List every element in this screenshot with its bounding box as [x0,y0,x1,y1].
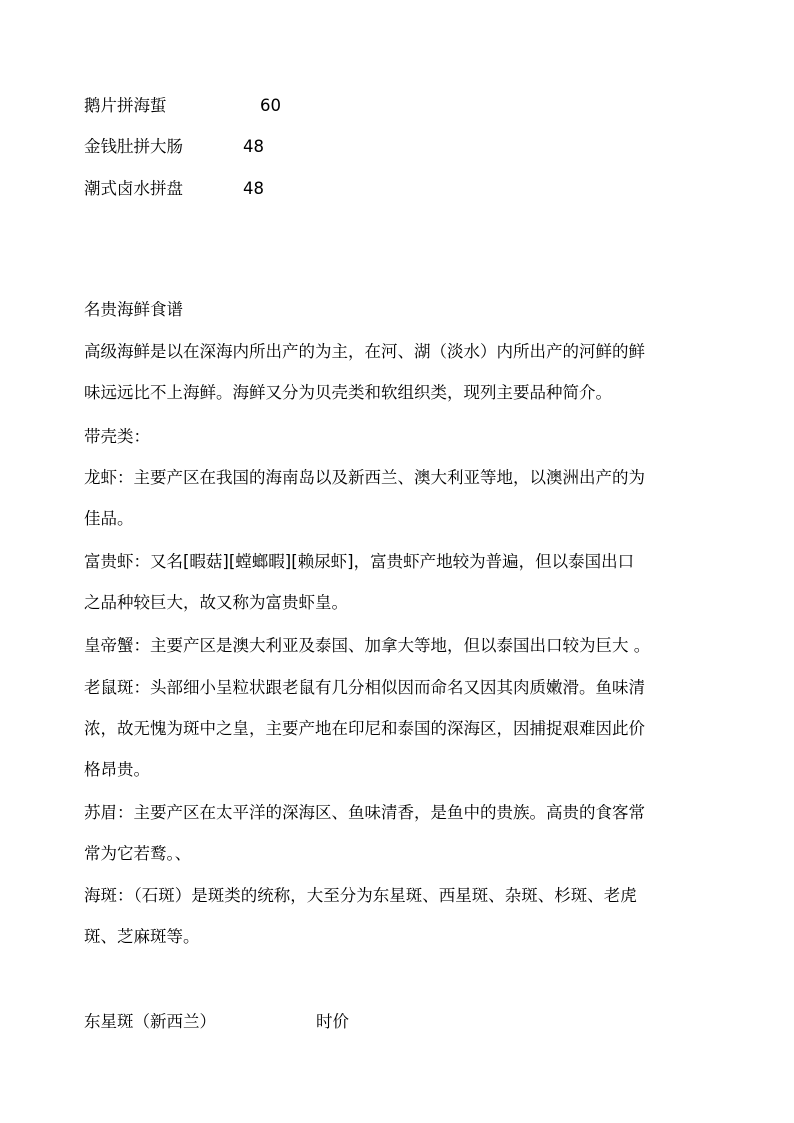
entry-line: 老鼠斑：头部细小呈粒状跟老鼠有几分相似因而命名又因其肉质嫩滑。鱼味清 [84,678,645,697]
price-item-price: 时价 [316,1012,349,1031]
category-heading: 带壳类： [84,427,150,446]
entry-king-crab [84,636,724,656]
entry-humphead-wrasse [84,803,724,864]
entry-line: 之品种较巨大，故又称为富贵虾皇。 [84,593,348,612]
entry-lobster [84,468,724,529]
entry-mouse-grouper [84,678,724,780]
price-item-name: 东星斑（新西兰） [84,1012,216,1031]
entry-line: 斑、芝麻斑等。 [84,927,200,946]
entry-line: 苏眉：主要产区在太平洋的深海区、鱼味清香，是鱼中的贵族。高贵的食客常 [84,803,645,822]
menu-item-name: 金钱肚拼大肠 [84,137,183,156]
entry-line: 富贵虾：又名[暇菇][螳螂暇][赖尿虾]，富贵虾产地较为普遍，但以泰国出口 [84,552,635,571]
intro-paragraph [84,342,724,403]
menu-item-price: 60 [260,96,281,115]
entry-line: 浓，故无愧为斑中之皇，主要产地在印尼和泰国的深海区，因捕捉艰难因此价 [84,719,645,738]
entry-fugui-shrimp [84,552,724,613]
entry-line: 海斑：（石斑）是斑类的统称，大至分为东星斑、西星斑、杂斑、杉斑、老虎 [84,886,637,905]
menu-item-name: 鹅片拼海蜇 [84,96,167,115]
menu-item-name: 潮式卤水拼盘 [84,179,183,198]
menu-item-price: 48 [243,179,264,198]
entry-line: 龙虾：主要产区在我国的海南岛以及新西兰、澳大利亚等地，以澳洲出产的为 [84,468,645,487]
paragraph-line: 高级海鲜是以在深海内所出产的为主，在河、湖（淡水）内所出产的河鲜的鲜 [84,342,645,361]
entry-line: 常为它若鹜。、 [84,844,192,863]
entry-line: 皇帝蟹：主要产区是澳大利亚及泰国、加拿大等地，但以泰国出口较为巨大 。 [84,636,651,655]
section-title: 名贵海鲜食谱 [84,300,183,319]
entry-line: 格昂贵。 [84,760,150,779]
entry-grouper [84,886,724,947]
menu-item-price: 48 [243,137,264,156]
entry-line: 佳品。 [84,509,134,528]
paragraph-line: 味远远比不上海鲜。海鲜又分为贝壳类和软组织类，现列主要品种简介。 [84,383,612,402]
